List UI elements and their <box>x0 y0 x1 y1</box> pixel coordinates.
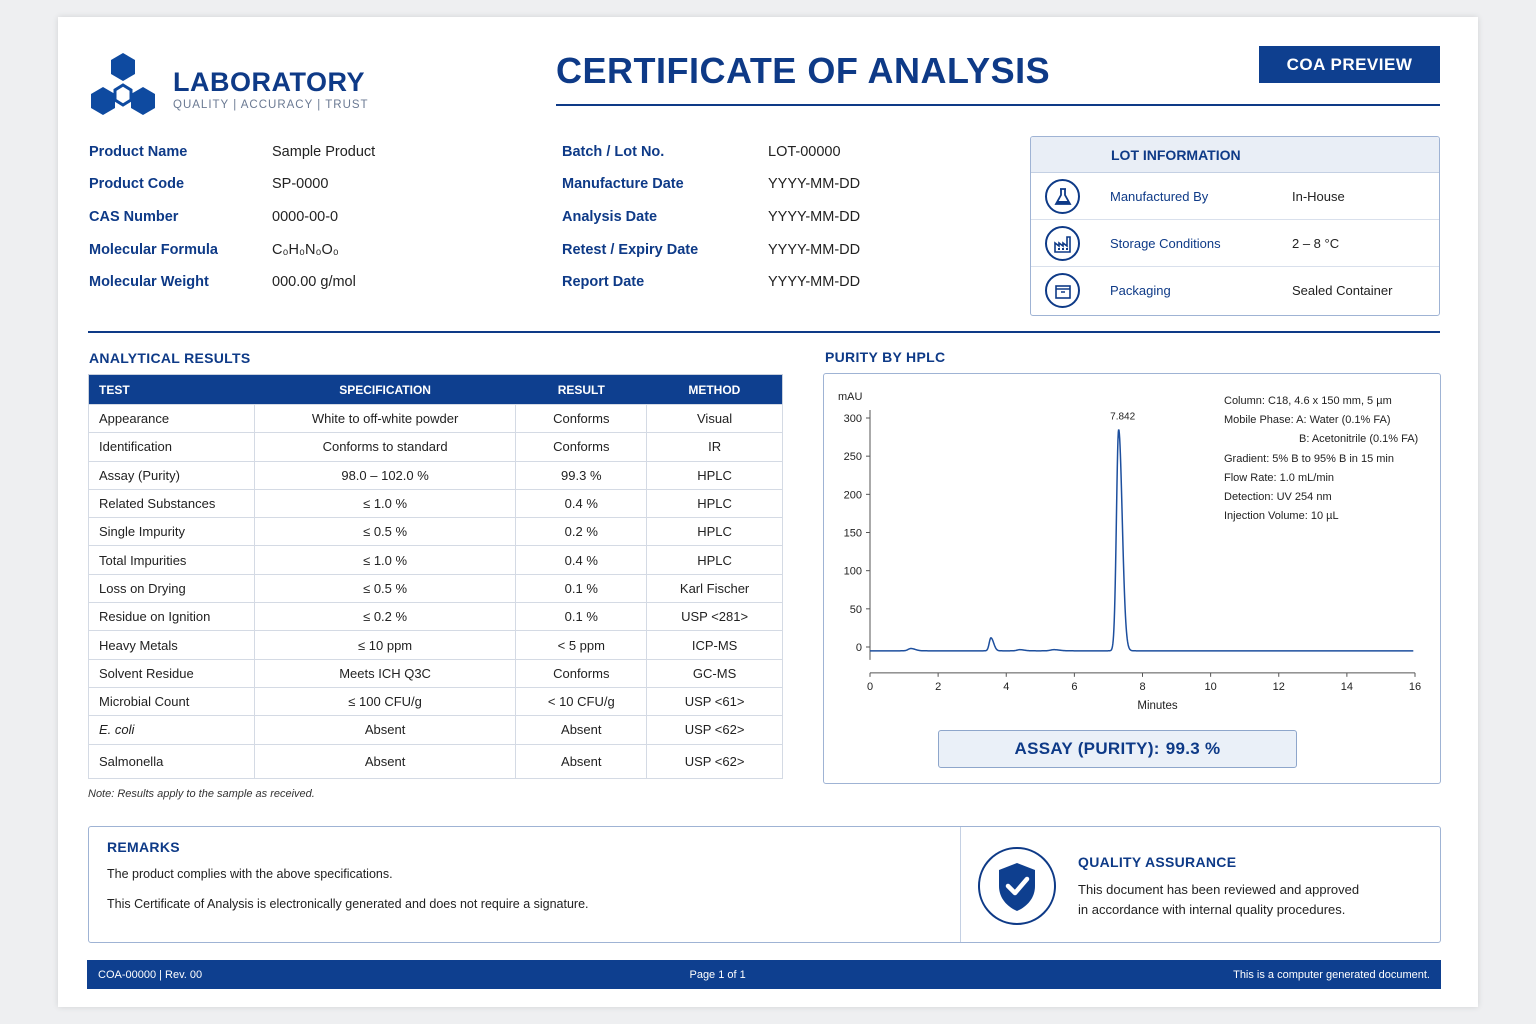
info-value: 0000-00-0 <box>272 209 339 225</box>
lot-label: Packaging <box>1110 283 1171 298</box>
table-cell: Absent <box>254 716 516 744</box>
hplc-condition: Column: C18, 4.6 x 150 mm, 5 µm <box>1224 395 1392 407</box>
table-cell: ≤ 100 CFU/g <box>254 687 516 715</box>
table-cell: Appearance <box>89 405 255 433</box>
factory-icon <box>1045 226 1080 261</box>
lot-row-packaging <box>1031 267 1439 314</box>
info-value: SP-0000 <box>272 176 329 192</box>
lot-value: Sealed Container <box>1292 283 1393 298</box>
table-row <box>89 489 783 517</box>
lot-information-title: LOT INFORMATION <box>1031 137 1439 173</box>
x-tick-label: 8 <box>1139 680 1146 693</box>
table-cell: Conforms <box>516 405 647 433</box>
x-axis-label: Minutes <box>1137 699 1178 712</box>
table-cell: ≤ 0.5 % <box>254 518 516 546</box>
table-cell: 0.4 % <box>516 489 647 517</box>
info-label: Retest / Expiry Date <box>562 242 699 258</box>
x-tick-label: 10 <box>1204 680 1217 693</box>
table-cell: Meets ICH Q3C <box>254 659 516 687</box>
coa-preview-button[interactable]: COA PREVIEW <box>1259 46 1440 83</box>
x-tick-label: 16 <box>1408 680 1422 693</box>
table-row <box>89 405 783 433</box>
lot-row-manufactured-by <box>1031 173 1439 220</box>
logo-tagline: QUALITY | ACCURACY | TRUST <box>173 99 369 111</box>
info-value: YYYY-MM-DD <box>768 176 861 192</box>
panel-divider <box>960 827 961 942</box>
table-cell: Conforms to standard <box>254 433 516 461</box>
table-row <box>89 744 783 778</box>
section-divider <box>88 331 1440 333</box>
remark-line: The product complies with the above specifications. <box>107 867 393 881</box>
table-cell: HPLC <box>647 461 783 489</box>
table-cell: Loss on Drying <box>89 574 255 602</box>
y-tick-label: 50 <box>849 603 862 616</box>
y-tick-label: 150 <box>843 527 862 540</box>
table-cell: 98.0 – 102.0 % <box>254 461 516 489</box>
table-cell: Total Impurities <box>89 546 255 574</box>
info-label: Product Name <box>89 144 188 160</box>
lot-row-storage-conditions <box>1031 220 1439 267</box>
table-row <box>89 574 783 602</box>
y-axis-label: mAU <box>838 391 863 403</box>
analytical-results-table <box>88 374 783 779</box>
table-cell: GC-MS <box>647 659 783 687</box>
table-cell: ≤ 0.2 % <box>254 603 516 631</box>
table-cell: Conforms <box>516 659 647 687</box>
page-footer <box>87 960 1441 989</box>
table-row <box>89 716 783 744</box>
table-cell: E. coli <box>89 716 255 744</box>
page-number: Page 1 of 1 <box>689 968 746 981</box>
table-cell: ICP-MS <box>647 631 783 659</box>
table-cell: < 5 ppm <box>516 631 647 659</box>
table-cell: Karl Fischer <box>647 574 783 602</box>
x-tick-label: 14 <box>1340 680 1353 693</box>
info-value: YYYY-MM-DD <box>768 274 861 290</box>
assay-purity-badge <box>938 730 1297 768</box>
lot-value: 2 – 8 °C <box>1292 235 1340 251</box>
table-cell: ≤ 0.5 % <box>254 574 516 602</box>
table-cell: ≤ 1.0 % <box>254 546 516 574</box>
info-label: Molecular Formula <box>89 242 218 258</box>
table-cell: IR <box>647 433 783 461</box>
results-note: Note: Results apply to the sample as received. <box>88 788 315 800</box>
package-icon <box>1045 273 1080 308</box>
table-cell: Identification <box>89 433 255 461</box>
hplc-condition: Detection: UV 254 nm <box>1224 491 1332 503</box>
column-header: RESULT <box>516 375 647 405</box>
remark-line: This Certificate of Analysis is electronically generated and does not require a signature. <box>107 897 589 911</box>
x-tick-label: 6 <box>1071 680 1078 693</box>
table-cell: Salmonella <box>89 744 255 778</box>
hplc-condition: Injection Volume: 10 µL <box>1224 510 1339 522</box>
table-cell: HPLC <box>647 489 783 517</box>
table-cell: Absent <box>254 744 516 778</box>
remarks-title: REMARKS <box>107 839 180 855</box>
table-cell: Assay (Purity) <box>89 461 255 489</box>
y-tick-label: 300 <box>843 413 862 425</box>
column-header: SPECIFICATION <box>254 375 516 405</box>
table-row <box>89 433 783 461</box>
table-row <box>89 546 783 574</box>
table-cell: < 10 CFU/g <box>516 687 647 715</box>
table-row <box>89 603 783 631</box>
remarks-qa-panel <box>88 826 1441 943</box>
table-row <box>89 687 783 715</box>
info-label: Product Code <box>89 176 185 192</box>
info-label: Batch / Lot No. <box>562 144 665 160</box>
lot-label: Storage Conditions <box>1110 235 1221 251</box>
info-label: CAS Number <box>89 209 179 225</box>
info-value: C₀H₀N₀O₀ <box>272 242 339 258</box>
qa-text-line: This document has been reviewed and approved <box>1078 882 1360 897</box>
x-tick-label: 4 <box>1003 680 1010 693</box>
hplc-chromatogram <box>824 374 1442 724</box>
y-tick-label: 0 <box>855 642 862 654</box>
table-cell: 0.1 % <box>516 603 647 631</box>
y-tick-label: 250 <box>843 451 862 464</box>
hplc-condition: Gradient: 5% B to 95% B in 15 min <box>1224 453 1394 465</box>
shield-check-icon <box>977 846 1057 926</box>
table-cell: HPLC <box>647 546 783 574</box>
lot-information-panel <box>1030 136 1440 316</box>
title-underline <box>556 104 1440 106</box>
x-tick-label: 12 <box>1272 680 1285 693</box>
y-tick-label: 200 <box>843 489 862 502</box>
x-tick-label: 0 <box>866 680 874 693</box>
x-tick-label: 2 <box>935 680 942 693</box>
table-cell: Related Substances <box>89 489 255 517</box>
page-title: CERTIFICATE OF ANALYSIS <box>556 50 1051 91</box>
table-cell: Absent <box>516 716 647 744</box>
column-header: TEST <box>89 375 255 405</box>
table-row <box>89 518 783 546</box>
info-label: Analysis Date <box>562 209 658 225</box>
hplc-chart-panel <box>823 373 1441 784</box>
logo-name: LABORATORY <box>173 67 365 97</box>
table-cell: USP <61> <box>647 687 783 715</box>
hplc-title: PURITY BY HPLC <box>825 349 946 365</box>
info-value: Sample Product <box>272 144 376 160</box>
info-value: 000.00 g/mol <box>272 274 356 290</box>
lot-label: Manufactured By <box>1110 188 1209 204</box>
lot-value: In-House <box>1292 188 1345 204</box>
table-cell: USP <62> <box>647 716 783 744</box>
table-cell: Solvent Residue <box>89 659 255 687</box>
qa-title: QUALITY ASSURANCE <box>1078 854 1237 870</box>
info-value: YYYY-MM-DD <box>768 209 861 225</box>
analytical-results-title: ANALYTICAL RESULTS <box>89 350 251 366</box>
certificate-sheet <box>58 17 1478 1007</box>
assay-label: ASSAY (PURITY): <box>1014 739 1160 758</box>
table-cell: Heavy Metals <box>89 631 255 659</box>
hplc-condition: Mobile Phase: A: Water (0.1% FA) <box>1224 414 1391 426</box>
table-cell: Microbial Count <box>89 687 255 715</box>
table-cell: Single Impurity <box>89 518 255 546</box>
peak-label: 7.842 <box>1110 411 1136 423</box>
table-cell: Residue on Ignition <box>89 603 255 631</box>
table-cell: 0.4 % <box>516 546 647 574</box>
laboratory-logo-icon <box>86 51 160 121</box>
table-cell: White to off-white powder <box>254 405 516 433</box>
table-cell: Absent <box>516 744 647 778</box>
document-id: COA-00000 | Rev. 00 <box>98 968 203 981</box>
info-value: LOT-00000 <box>768 144 841 160</box>
info-value: YYYY-MM-DD <box>768 242 861 258</box>
table-cell: 99.3 % <box>516 461 647 489</box>
table-header-row <box>89 375 783 405</box>
table-cell: USP <281> <box>647 603 783 631</box>
table-row <box>89 631 783 659</box>
info-label: Molecular Weight <box>89 274 209 290</box>
table-cell: ≤ 10 ppm <box>254 631 516 659</box>
column-header: METHOD <box>647 375 783 405</box>
y-tick-label: 100 <box>843 565 862 578</box>
table-cell: 0.2 % <box>516 518 647 546</box>
footer-notice: This is a computer generated document. <box>1233 968 1430 981</box>
table-cell: Visual <box>647 405 783 433</box>
hplc-condition: Flow Rate: 1.0 mL/min <box>1224 472 1335 484</box>
info-label: Report Date <box>562 274 645 290</box>
table-cell: ≤ 1.0 % <box>254 489 516 517</box>
table-row <box>89 461 783 489</box>
qa-text-line: in accordance with internal quality procedures. <box>1078 902 1346 917</box>
table-cell: USP <62> <box>647 744 783 778</box>
info-label: Manufacture Date <box>562 176 684 192</box>
hplc-condition: B: Acetonitrile (0.1% FA) <box>1299 433 1419 445</box>
assay-value: 99.3 % <box>1165 739 1221 758</box>
flask-icon <box>1045 179 1080 214</box>
table-cell: 0.1 % <box>516 574 647 602</box>
table-cell: HPLC <box>647 518 783 546</box>
table-cell: Conforms <box>516 433 647 461</box>
table-row <box>89 659 783 687</box>
